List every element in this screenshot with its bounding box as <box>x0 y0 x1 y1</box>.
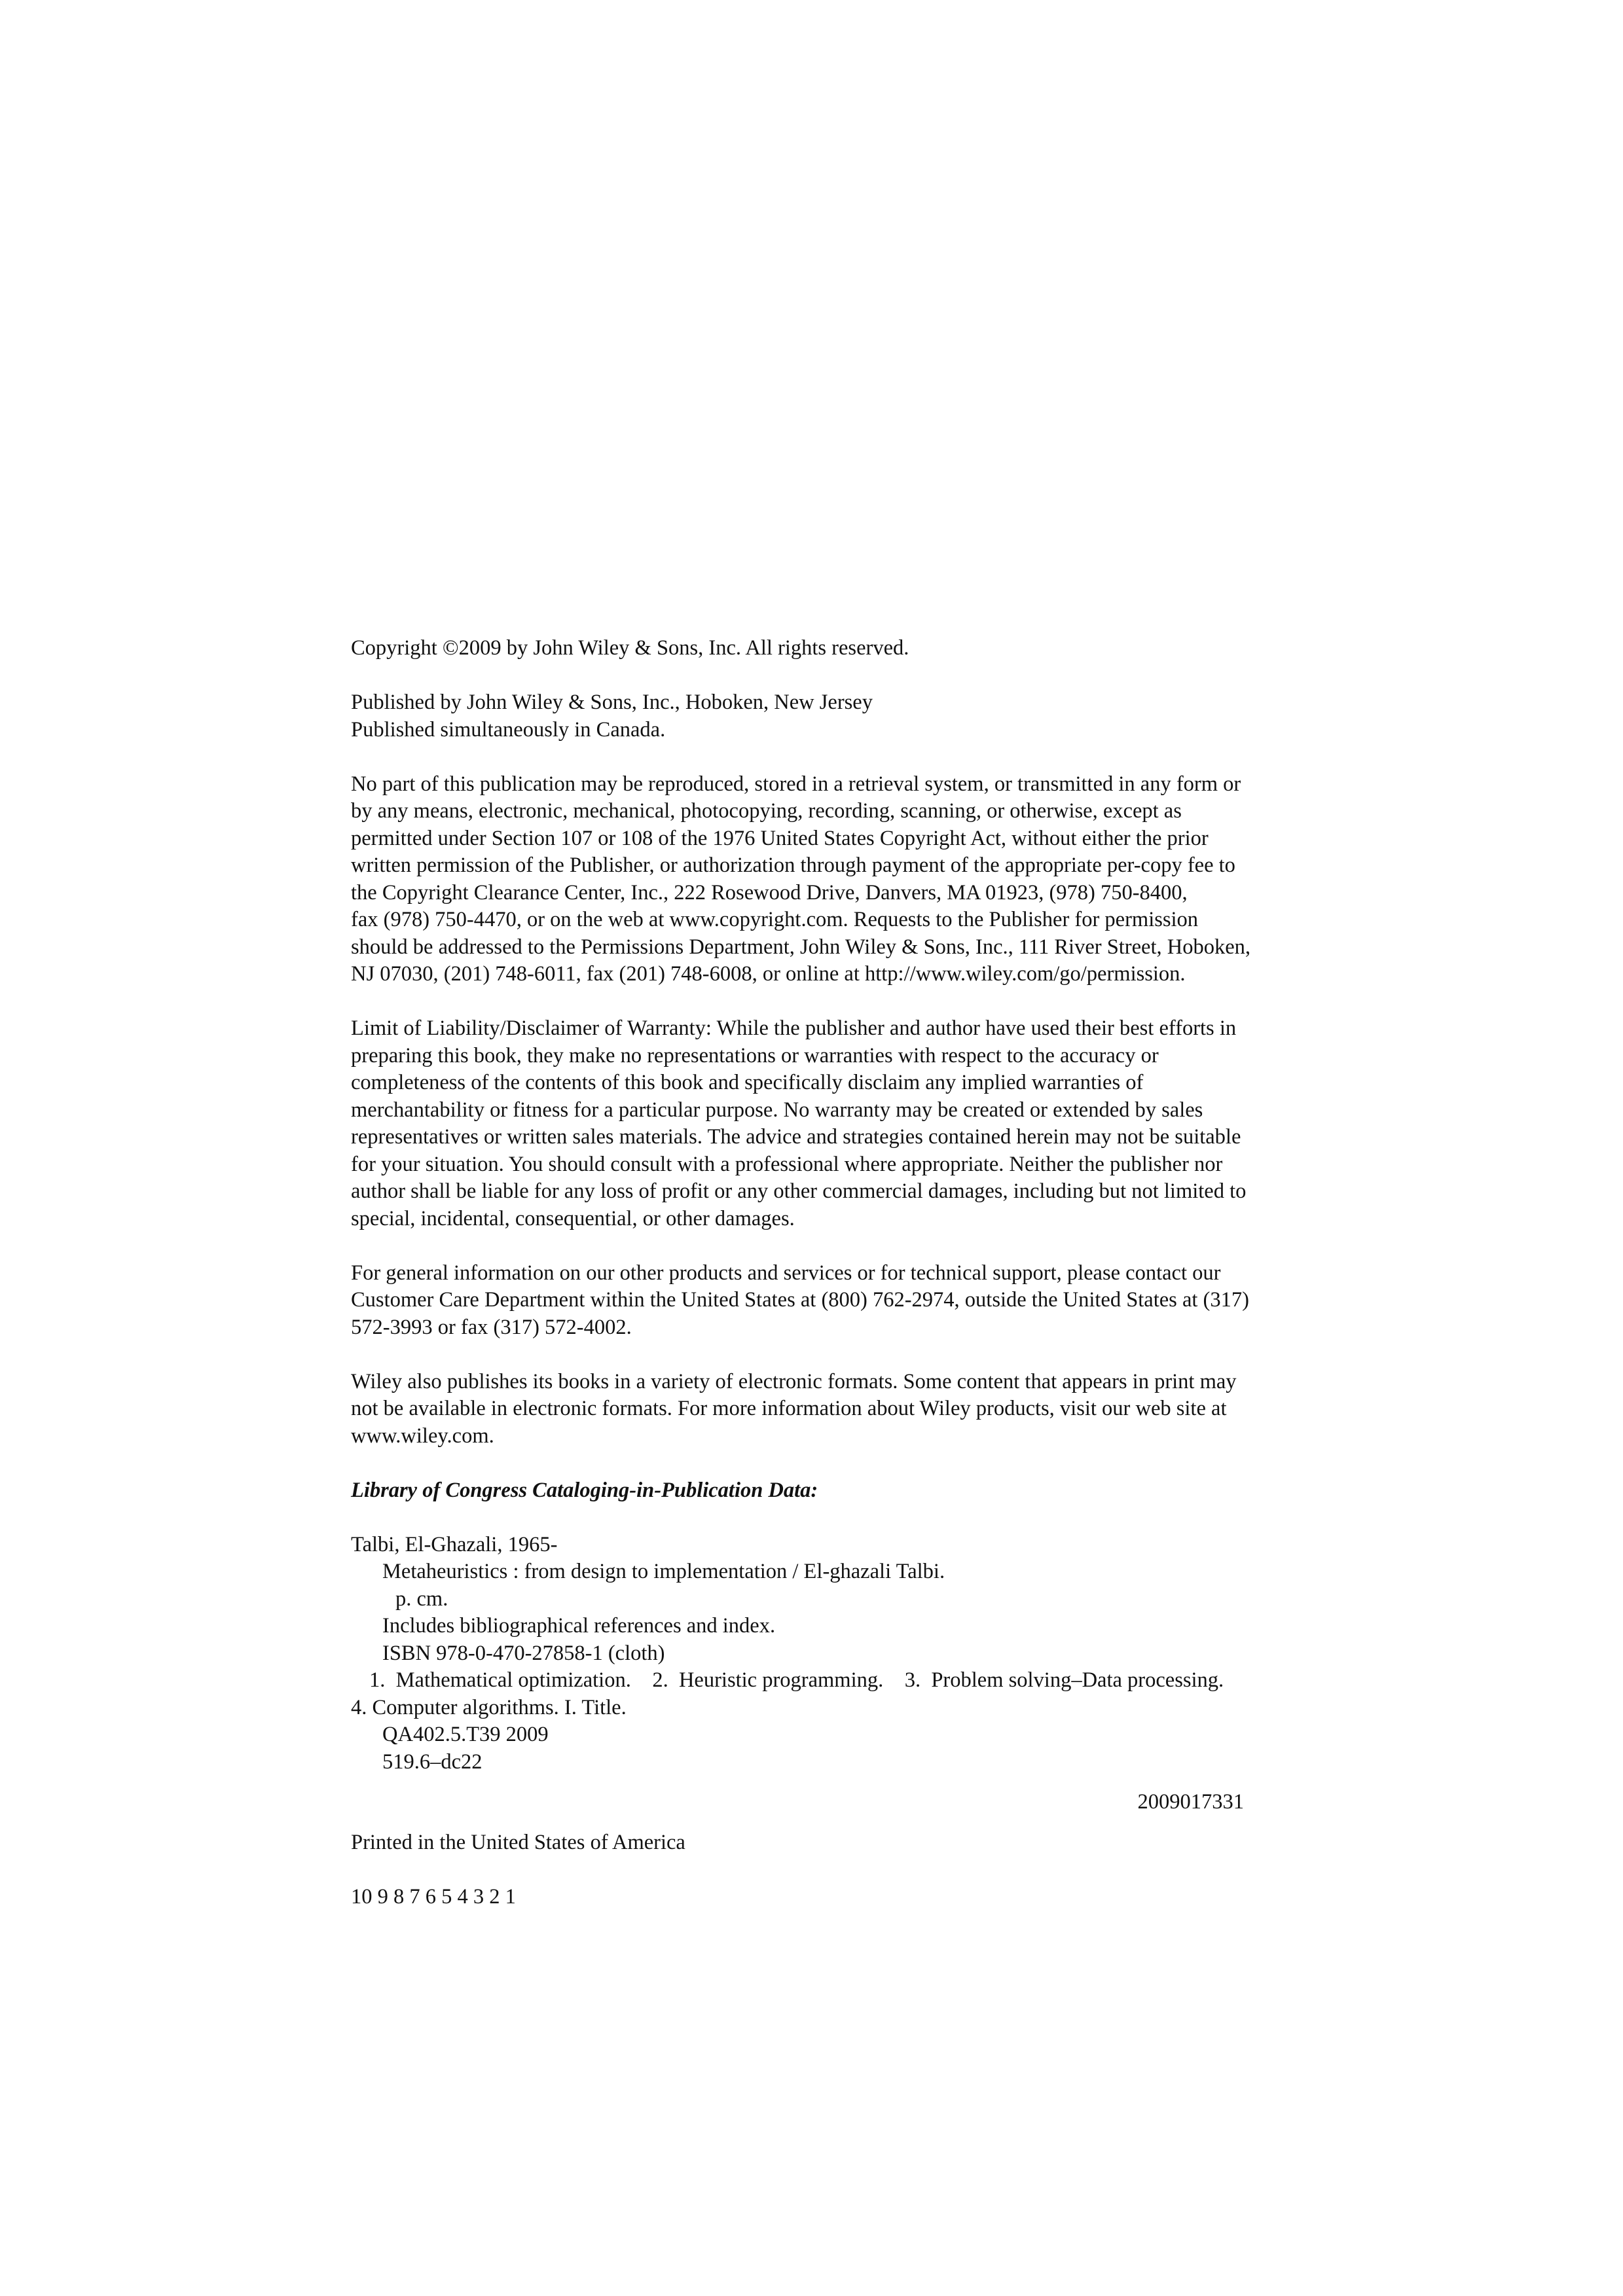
cip-dewey: 519.6–dc22 <box>382 1749 483 1774</box>
copyright-page <box>351 635 1274 1910</box>
publisher-line: Published by John Wiley & Sons, Inc., Hoboken, New Jersey <box>351 691 873 714</box>
electronic-line: not be available in electronic formats. For more information about Wiley products, visit our web site at <box>351 1397 1227 1420</box>
printed-in <box>351 1829 1274 1857</box>
cip-author: Talbi, El-Ghazali, 1965- <box>351 1532 558 1556</box>
cip-pages: p. cm. <box>395 1587 448 1611</box>
liability-line: merchantability or fitness for a particular purpose. No warranty may be created or extended by sales <box>351 1098 1203 1122</box>
support-line: Customer Care Department within the United States at (800) 762-2974, outside the United States at (317) <box>351 1288 1249 1312</box>
liability-line: representatives or written sales materials. The advice and strategies contained herein may not be suitable <box>351 1125 1241 1149</box>
permissions-line: written permission of the Publisher, or authorization through payment of the appropriate per-copy fee to <box>351 853 1235 877</box>
liability-line: preparing this book, they make no representations or warranties with respect to the accuracy or <box>351 1043 1159 1067</box>
cip-record <box>351 1532 1274 1816</box>
cip-heading <box>351 1477 1274 1505</box>
electronic-formats-paragraph <box>351 1369 1274 1450</box>
cip-heading-text: Library of Congress Cataloging-in-Publication Data: <box>351 1478 818 1502</box>
permissions-line: NJ 07030, (201) 748-6011, fax (201) 748-6008, or online at http://www.wiley.com/go/permission. <box>351 962 1186 986</box>
permissions-line: No part of this publication may be reproduced, stored in a retrieval system, or transmitted in any form or <box>351 772 1241 796</box>
cip-lccn: 2009017331 <box>1137 1790 1244 1814</box>
liability-line: special, incidental, consequential, or other damages. <box>351 1206 795 1230</box>
copyright-line: Copyright ©2009 by John Wiley & Sons, Inc. All rights reserved. <box>351 636 909 660</box>
printing-line: 10 9 8 7 6 5 4 3 2 1 <box>351 1884 516 1909</box>
liability-line: completeness of the contents of this book and specifically disclaim any implied warranties of <box>351 1071 1144 1094</box>
liability-line: author shall be liable for any loss of profit or any other commercial damages, including but not limited to <box>351 1179 1247 1203</box>
cip-subjects: 1. Mathematical optimization. 2. Heuristic programming. 3. Problem solving–Data processing. <box>369 1668 1224 1692</box>
permissions-line: permitted under Section 107 or 108 of the 1976 United States Copyright Act, without either the prior <box>351 826 1209 850</box>
publisher-info <box>351 689 1274 744</box>
liability-line: Limit of Liability/Disclaimer of Warranty: While the publisher and author have used their best efforts in <box>351 1016 1237 1040</box>
liability-line: for your situation. You should consult with a professional where appropriate. Neither the publisher nor <box>351 1152 1223 1176</box>
cip-lc-class: QA402.5.T39 2009 <box>382 1723 549 1746</box>
cip-isbn: ISBN 978-0-470-27858-1 (cloth) <box>382 1641 665 1665</box>
printing-number-line <box>351 1884 1274 1911</box>
support-paragraph <box>351 1260 1274 1342</box>
electronic-line: www.wiley.com. <box>351 1424 494 1448</box>
support-line: For general information on our other products and services or for technical support, please contact our <box>351 1261 1221 1285</box>
permissions-paragraph <box>351 771 1274 988</box>
permissions-line: fax (978) 750-4470, or on the web at www.copyright.com. Requests to the Publisher for permission <box>351 908 1199 931</box>
support-line: 572-3993 or fax (317) 572-4002. <box>351 1315 632 1339</box>
printed-line: Printed in the United States of America <box>351 1830 685 1854</box>
permissions-line: the Copyright Clearance Center, Inc., 222 Rosewood Drive, Danvers, MA 01923, (978) 750-8400, <box>351 880 1188 905</box>
copyright-notice <box>351 635 1274 662</box>
publisher-line: Published simultaneously in Canada. <box>351 717 666 742</box>
cip-includes: Includes bibliographical references and index. <box>382 1614 776 1638</box>
permissions-line: should be addressed to the Permissions Department, John Wiley & Sons, Inc., 111 River Street, Hoboken, <box>351 935 1251 959</box>
permissions-line: by any means, electronic, mechanical, photocopying, recording, scanning, or otherwise, except as <box>351 799 1182 823</box>
liability-disclaimer <box>351 1015 1274 1232</box>
cip-subjects: 4. Computer algorithms. I. Title. <box>351 1695 627 1719</box>
cip-title: Metaheuristics : from design to implementation / El-ghazali Talbi. <box>382 1560 945 1583</box>
electronic-line: Wiley also publishes its books in a variety of electronic formats. Some content that appears in print may <box>351 1369 1237 1393</box>
